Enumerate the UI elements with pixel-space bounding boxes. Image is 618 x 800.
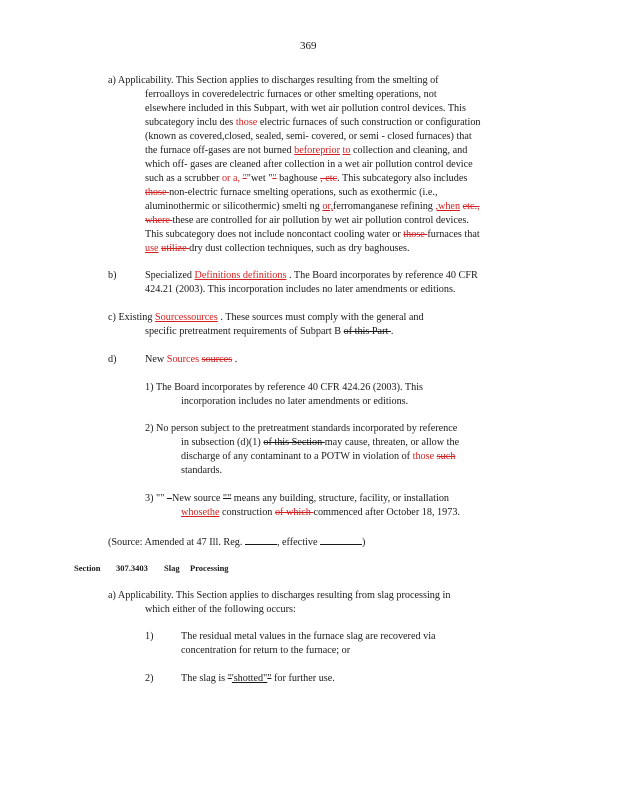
deleted-text: " <box>272 173 277 184</box>
deleted-text: – <box>166 493 172 504</box>
d-item-1-line-1: 1) The Board incorporates by reference 40 CFR 424.26 (2003). This <box>145 382 424 393</box>
d-item-3-line-1: 3) "" –New source "" means any building, structure, facility, or installation <box>145 493 450 504</box>
d-item-3-line-2: whosethe construction of which commenced after October 18, 1973. <box>181 507 460 518</box>
inserted-text: those <box>412 451 435 462</box>
section-b-line-2: 424.21 (2003). This incorporation includes no later amendments or editions. <box>145 284 456 295</box>
slag-item-1-number: 1) <box>145 631 154 642</box>
inserted-text: ,when <box>435 201 461 212</box>
inserted-text: to <box>342 145 351 156</box>
source-note: (Source: Amended at 47 Ill. Reg. , effective ) <box>108 537 366 548</box>
deleted-text: of this Section <box>263 437 325 448</box>
applicability-line-9: those non-electric furnace smelting operations, such as exothermic (i.e., <box>145 187 438 198</box>
slag-item-1-line-2: concentration for return to the furnace; or <box>181 645 351 656</box>
slag-item-1-line-1: The residual metal values in the furnace slag are recovered via <box>181 631 436 642</box>
section-number-label: Section <box>74 563 101 573</box>
d-item-2-line-2: in subsection (d)(1) of this Section may cause, threaten, or allow the <box>181 437 460 448</box>
section-c-line-2: specific pretreatment requirements of Subpart B of this Part . <box>145 326 394 337</box>
section-subtitle: Processing <box>190 563 229 573</box>
slag-item-2-line: The slag is "'shotted"" for further use. <box>181 673 335 684</box>
deleted-text: " <box>227 673 232 684</box>
applicability-line-12: This subcategory does not include noncontact cooling water or those furnaces that <box>145 229 480 240</box>
effective-blank <box>320 535 362 545</box>
deleted-text: etc., <box>462 201 480 212</box>
applicability-line-10: aluminothermic or silicothermic) smelti ng or,ferromanganese refining ,when etc., <box>145 201 480 212</box>
deleted-text: such <box>436 451 456 462</box>
deleted-text: " <box>267 673 272 684</box>
slag-item-2-number: 2) <box>145 673 154 684</box>
inserted-text: use <box>145 243 159 254</box>
deleted-text: those <box>403 229 428 240</box>
section-title: Slag <box>164 563 180 573</box>
inserted-text: Definitions definitions <box>194 270 287 281</box>
section-code: 307.3403 <box>116 563 148 573</box>
applicability-line-8: such as a scrubber or a, ""wet "" baghouse , etc. This subcategory also includes <box>145 173 468 184</box>
inserted-text: Sources <box>166 354 200 365</box>
applicability-line-1: a) Applicability. This Section applies to discharges resulting from the smelting of <box>108 75 439 86</box>
d-item-2-line-4: standards. <box>181 465 223 476</box>
d-item-2-line-3: discharge of any contaminant to a POTW in violation of those such <box>181 451 456 462</box>
deleted-text: utilize <box>161 243 190 254</box>
applicability-line-7: which off- gases are cleaned after collection in a wet air pollution control device <box>145 159 473 170</box>
deleted-text: " <box>242 173 247 184</box>
deleted-text: , etc <box>320 173 338 184</box>
applicability-line-11: where these are controlled for air pollution by wet air pollution control devices. <box>145 215 469 226</box>
applicability-line-2: ferroalloys in coveredelectric furnaces or other smelting operations, not <box>145 89 437 100</box>
applicability-line-6: the furnace off-gases are not burned beforeprior to collection and cleaning, and <box>145 145 468 156</box>
reg-blank <box>245 535 277 545</box>
section-b-label: b) <box>108 270 117 281</box>
applicability-line-4: subcategory inclu des those electric furnaces of such construction or configuration <box>145 117 481 128</box>
inserted-text: Sourcessources <box>154 312 218 323</box>
inserted-text: or a, <box>221 173 243 184</box>
deleted-text: sources <box>201 354 233 365</box>
page-number: 369 <box>300 40 317 52</box>
section-d-label: d) <box>108 354 117 365</box>
deleted-text: "" <box>222 493 232 504</box>
section-b-line-1: Specialized Definitions definitions . The Board incorporates by reference 40 CFR <box>145 270 478 281</box>
deleted-text: where <box>145 215 173 226</box>
d-item-2-line-1: 2) No person subject to the pretreatment standards incorporated by reference <box>145 423 458 434</box>
section-d-heading: New Sources sources . <box>145 354 238 365</box>
inserted-text: or, <box>322 201 334 212</box>
applicability-line-3: elsewhere included in this Subpart, with wet air pollution control devices. This <box>145 103 466 114</box>
deleted-text: those <box>145 187 170 198</box>
inserted-text: whosethe <box>181 507 220 518</box>
deleted-text: of this Part <box>343 326 391 337</box>
applicability-line-5: (known as covered,closed, sealed, semi- covered, or semi - closed furnaces) that <box>145 131 472 142</box>
inserted-text: 'shotted" <box>231 673 268 684</box>
slag-applicability-line-2: which either of the following occurs: <box>145 604 296 615</box>
inserted-text: beforeprior <box>294 145 340 156</box>
inserted-text: those <box>235 117 258 128</box>
d-item-1-line-2: incorporation includes no later amendments or editions. <box>181 396 409 407</box>
applicability-line-13: use utilize dry dust collection techniques, such as dry baghouses. <box>145 243 410 254</box>
slag-applicability-line-1: a) Applicability. This Section applies to discharges resulting from slag processing in <box>108 590 451 601</box>
section-c-line-1: c) Existing Sourcessources . These sources must comply with the general and <box>108 312 424 323</box>
deleted-text: of which <box>274 507 314 518</box>
